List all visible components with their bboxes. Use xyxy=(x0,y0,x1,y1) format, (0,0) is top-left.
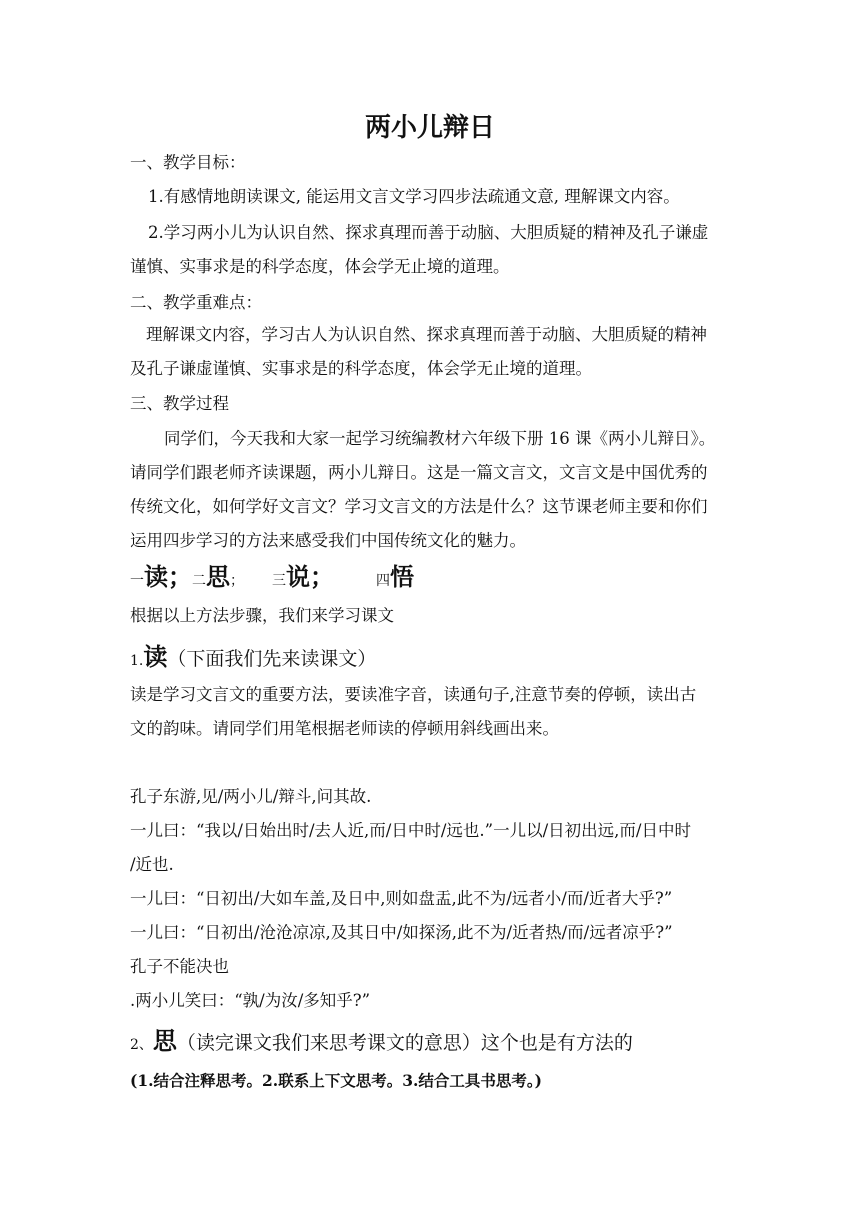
heading-teaching-goals: 一、教学目标： xyxy=(130,153,246,172)
intro-line-4: 运用四步学习的方法来感受我们中国传统文化的魅力。 xyxy=(130,531,526,550)
goal-2-line-2: 谨慎、实事求是的科学态度，体会学无止境的道理。 xyxy=(130,257,510,276)
heading-key-points: 二、教学重难点： xyxy=(130,293,262,312)
section-1-desc-line-1: 读是学习文言文的重要方法，要读准字音，读通句子,注意节奏的停顿，读出古 xyxy=(130,685,697,704)
intro-line-3: 传统文化，如何学好文言文？学习文言文的方法是什么？这节课老师主要和你们 xyxy=(130,497,708,516)
four-steps xyxy=(130,562,414,596)
step-1-word: 读； xyxy=(144,563,192,591)
text-line-1: 孔子东游,见/两小儿/辩斗,问其故. xyxy=(130,787,372,806)
text-line-7: .两小儿笑曰：“孰/为汝/多知乎?” xyxy=(130,991,371,1010)
key-points-line-2: 及孔子谦虚谨慎、实事求是的科学态度，体会学无止境的道理。 xyxy=(130,359,592,378)
step-3-word: 说； xyxy=(286,563,334,591)
section-1-desc-line-2: 文的韵味。请同学们用笔根据老师读的停顿用斜线画出来。 xyxy=(130,719,559,738)
section-2-num: 2、 xyxy=(130,1037,153,1053)
heading-teaching-process: 三、教学过程 xyxy=(130,394,229,413)
step-2-word: 思 xyxy=(206,563,230,591)
step-4-word: 悟 xyxy=(390,563,414,591)
page-title: 两小儿辩日 xyxy=(364,113,495,143)
section-1-note: （下面我们先来读课文） xyxy=(167,648,377,670)
goal-1: 1.有感情地朗读课文, 能运用文言文学习四步法疏通文意, 理解课文内容。 xyxy=(148,187,680,206)
text-line-6: 孔子不能决也 xyxy=(130,957,229,976)
intro-line-1: 同学们，今天我和大家一起学习统编教材六年级下册 16 课《两小儿辩日》。 xyxy=(164,429,716,448)
step-4-num: 四 xyxy=(376,573,390,589)
key-points-line-1: 理解课文内容，学习古人为认识自然、探求真理而善于动脑、大胆质疑的精神 xyxy=(146,325,707,344)
section-1-num: 1. xyxy=(130,653,144,669)
section-1-heading xyxy=(130,642,376,676)
text-line-3: /近也. xyxy=(130,855,174,874)
section-1-word: 读 xyxy=(143,643,168,671)
step-2-num: 二 xyxy=(192,573,206,589)
section-2-word: 思 xyxy=(152,1027,177,1055)
text-line-5: 一儿曰：“日初出/沧沧凉凉,及其日中/如探汤,此不为/近者热/而/远者凉乎?” xyxy=(130,923,673,942)
step-1-num: 一 xyxy=(130,573,144,589)
section-2-note: （读完课文我们来思考课文的意思）这个也是有方法的 xyxy=(176,1032,633,1054)
step-3-num: 三 xyxy=(272,573,286,589)
goal-2-line-1: 2.学习两小儿为认识自然、探求真理而善于动脑、大胆质疑的精神及孔子谦虚 xyxy=(148,223,709,242)
step-2-sep: ； xyxy=(230,573,244,589)
text-line-4: 一儿曰：“日初出/大如车盖,及日中,则如盘盂,此不为/远者小/而/近者大乎?” xyxy=(130,889,673,908)
text-line-2: 一儿曰：“我以/日始出时/去人近,而/日中时/远也.”一儿以/日初出远,而/日中时 xyxy=(130,821,691,840)
after-steps-text: 根据以上方法步骤，我们来学习课文 xyxy=(130,606,394,625)
intro-line-2: 请同学们跟老师齐读课题，两小儿辩日。这是一篇文言文，文言文是中国优秀的 xyxy=(130,463,708,482)
section-2-heading xyxy=(130,1026,633,1060)
section-2-methods: (1.结合注释思考。2.联系上下文思考。3.结合工具书思考。) xyxy=(130,1071,542,1090)
